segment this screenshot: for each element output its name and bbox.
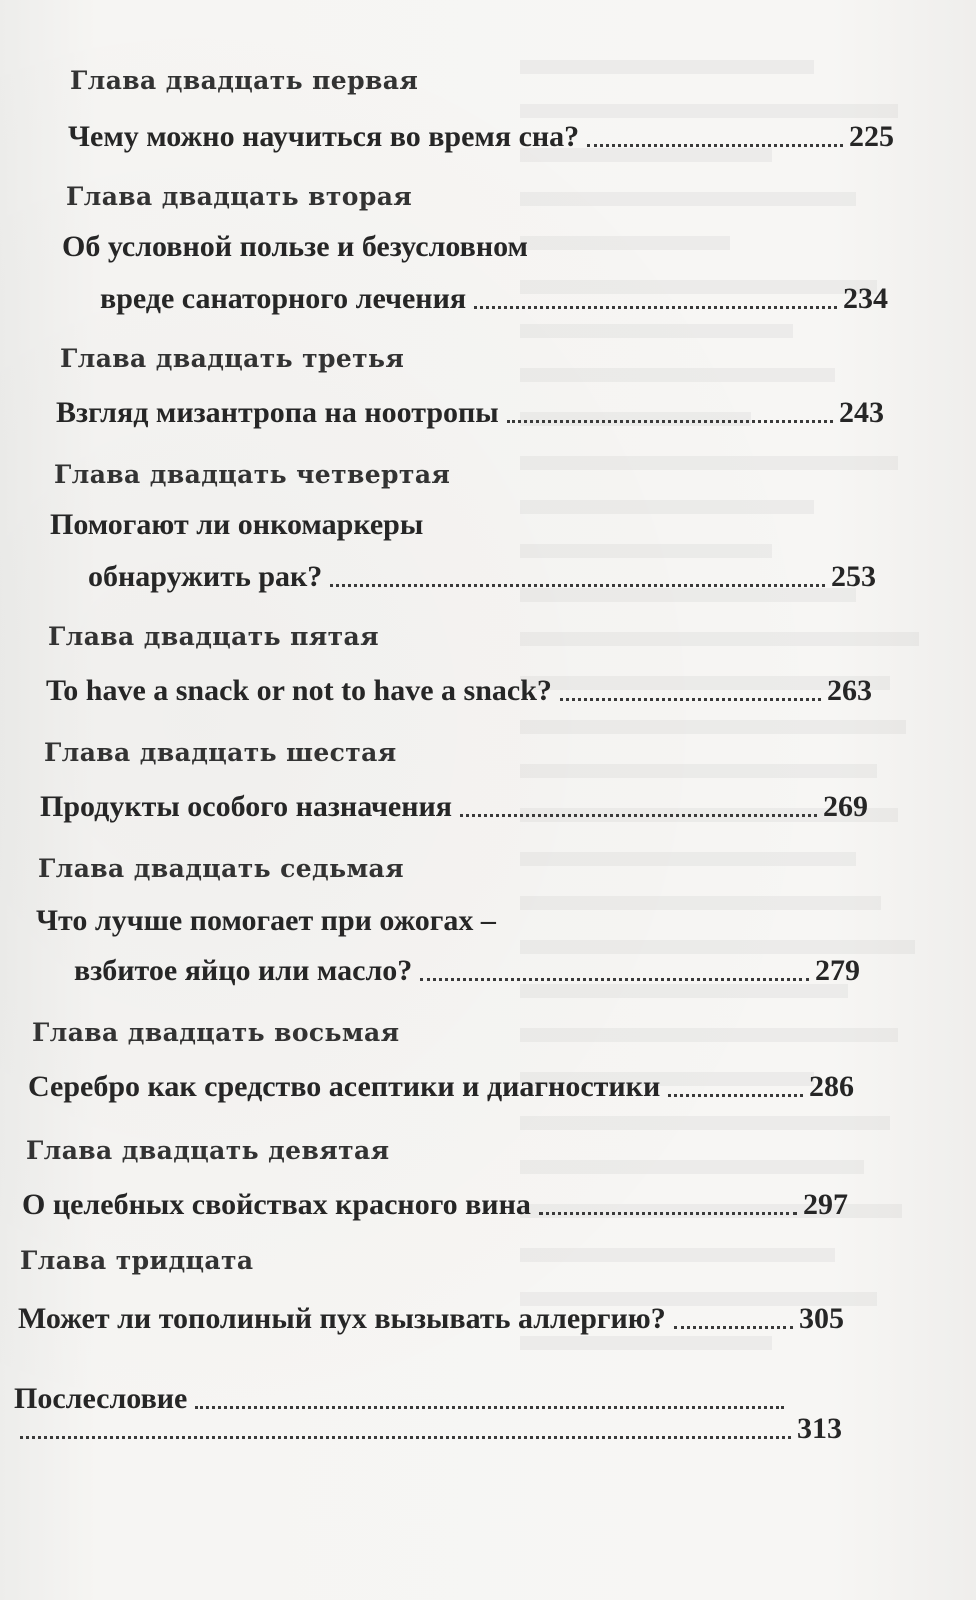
page-number: 269	[823, 790, 868, 823]
chapter-title-line: Что лучше помогает при ожогах –	[36, 904, 496, 937]
page-number: 286	[809, 1070, 854, 1103]
dot-leader	[587, 143, 843, 147]
page-number: 225	[849, 120, 894, 153]
chapter-title: To have a snack or not to have a snack?	[46, 674, 552, 707]
page-number: 234	[843, 282, 888, 315]
toc-entry-row[interactable]	[100, 280, 888, 316]
page-number: 305	[799, 1302, 844, 1335]
dot-leader	[674, 1325, 793, 1329]
afterword-label: Послесловие	[14, 1382, 188, 1415]
toc-entry-row[interactable]	[22, 1186, 848, 1222]
chapter-heading: Глава двадцать девятая	[26, 1136, 390, 1165]
dot-leader	[330, 583, 825, 587]
chapter-title: О целебных свойствах красного вина	[22, 1188, 531, 1221]
dot-leader	[668, 1093, 803, 1097]
chapter-heading: Глава тридцата	[20, 1246, 254, 1275]
chapter-title-line: Помогают ли онкомаркеры	[50, 508, 424, 541]
toc-entry-row[interactable]	[28, 1068, 854, 1104]
dot-leader	[560, 697, 821, 701]
dot-leader	[195, 1405, 784, 1409]
chapter-title: Серебро как средство асептики и диагностики	[28, 1070, 661, 1103]
chapter-title: вреде санаторного лечения	[100, 282, 467, 315]
chapter-heading: Глава двадцать пятая	[48, 622, 380, 651]
page-number: 263	[827, 674, 872, 707]
page-number: 313	[797, 1412, 842, 1445]
dot-leader	[474, 305, 837, 309]
chapter-title: обнаружить рак?	[88, 560, 323, 593]
dot-leader	[20, 1435, 791, 1439]
chapter-title: взбитое яйцо или масло?	[74, 954, 413, 987]
page-number: 279	[815, 954, 860, 987]
toc-entry-row[interactable]	[74, 952, 860, 988]
dot-leader	[420, 977, 809, 981]
chapter-heading: Глава двадцать вторая	[66, 182, 413, 211]
page-number: 297	[803, 1188, 848, 1221]
page-number: 253	[831, 560, 876, 593]
toc-entry-row[interactable]	[18, 1300, 844, 1336]
chapter-title: Продукты особого назначения	[40, 790, 453, 823]
chapter-title: Может ли тополиный пух вызывать аллергию?	[18, 1302, 666, 1335]
toc-entry-row[interactable]	[56, 394, 884, 430]
chapter-title: Взгляд мизантропа на ноотропы	[56, 396, 499, 429]
toc-entry-row[interactable]	[68, 118, 894, 154]
chapter-heading: Глава двадцать шестая	[44, 738, 397, 767]
page-number: 243	[839, 396, 884, 429]
dot-leader	[460, 813, 817, 817]
dot-leader	[507, 419, 833, 423]
dot-leader	[539, 1211, 797, 1215]
chapter-heading: Глава двадцать первая	[70, 66, 419, 95]
toc-entry-row[interactable]	[40, 788, 868, 824]
chapter-heading: Глава двадцать третья	[60, 344, 405, 373]
chapter-heading: Глава двадцать седьмая	[38, 854, 405, 883]
toc-entry-row[interactable]	[88, 558, 876, 594]
toc-entry-row[interactable]	[46, 672, 872, 708]
chapter-title-line: Об условной пользе и безусловном	[62, 230, 528, 263]
afterword-page-row	[20, 1410, 842, 1446]
chapter-heading: Глава двадцать четвертая	[54, 460, 451, 489]
chapter-heading: Глава двадцать восьмая	[32, 1018, 400, 1047]
chapter-title: Чему можно научиться во время сна?	[68, 120, 580, 153]
